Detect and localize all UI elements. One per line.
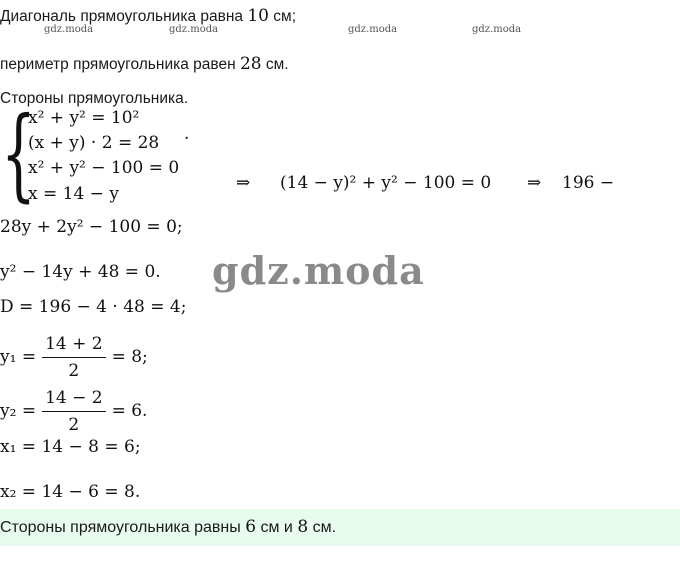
system-eq-4: x = 14 − y <box>28 184 119 204</box>
answer-value-2: 8 <box>297 517 309 537</box>
perimeter-value: 28 <box>239 54 262 74</box>
substitution-equation: (14 − y)² + y² − 100 = 0 <box>280 173 492 193</box>
answer-line <box>0 517 336 537</box>
diagonal-text: Диагональ прямоугольника равна <box>0 8 248 25</box>
answer-text: Стороны прямоугольника равны <box>0 519 246 536</box>
system-eq-1: x² + y² = 10² <box>28 108 140 128</box>
watermark-small-4: gdz.moda <box>472 24 522 35</box>
root-y1-numerator: 14 + 2 <box>42 331 106 358</box>
root-y2-rhs: = 6. <box>111 401 148 421</box>
root-y2 <box>0 382 147 440</box>
perimeter-unit: см. <box>261 56 289 73</box>
step-quadratic: y² − 14y + 48 = 0. <box>0 262 161 282</box>
watermark-small-1: gdz.moda <box>44 24 94 35</box>
root-y2-fraction <box>42 385 106 438</box>
line-sides-heading: Стороны прямоугольника. <box>0 90 189 107</box>
watermark-small-3: gdz.moda <box>348 24 398 35</box>
root-y1-denominator: 2 <box>68 360 80 381</box>
step-expanded: 28y + 2y² − 100 = 0; <box>0 217 183 237</box>
step-discriminant: D = 196 − 4 · 48 = 4; <box>0 297 187 317</box>
root-x1: x₁ = 14 − 8 = 6; <box>0 437 141 457</box>
watermark-big: gdz.moda <box>212 248 425 293</box>
root-y2-denominator: 2 <box>68 414 80 435</box>
system-dot: . <box>184 124 190 144</box>
root-x2: x₂ = 14 − 6 = 8. <box>0 482 141 502</box>
line-perimeter <box>0 54 289 74</box>
answer-value-1: 6 <box>245 517 257 537</box>
perimeter-text: периметр прямоугольника равен <box>0 56 240 73</box>
answer-mid: см и <box>256 519 298 536</box>
system-eq-2: (x + y) · 2 = 28 <box>28 133 160 153</box>
root-y1-fraction <box>42 331 106 384</box>
answer-unit: см. <box>308 519 337 536</box>
watermark-small-2: gdz.moda <box>169 24 219 35</box>
line-diagonal <box>0 6 296 26</box>
substitution-tail: 196 − <box>562 173 615 193</box>
implies-arrow-2: ⇒ <box>527 173 542 193</box>
root-y2-numerator: 14 − 2 <box>42 385 106 412</box>
implies-arrow-1: ⇒ <box>236 173 251 193</box>
root-y2-lhs: y₂ = <box>0 401 37 421</box>
diagonal-value: 10 <box>247 6 269 26</box>
root-y1-rhs: = 8; <box>111 347 148 367</box>
diagonal-unit: см; <box>268 8 297 25</box>
root-y1-lhs: y₁ = <box>0 347 37 367</box>
system-eq-3: x² + y² − 100 = 0 <box>28 158 180 178</box>
root-y1 <box>0 328 148 386</box>
system-brace: { <box>1 95 36 212</box>
